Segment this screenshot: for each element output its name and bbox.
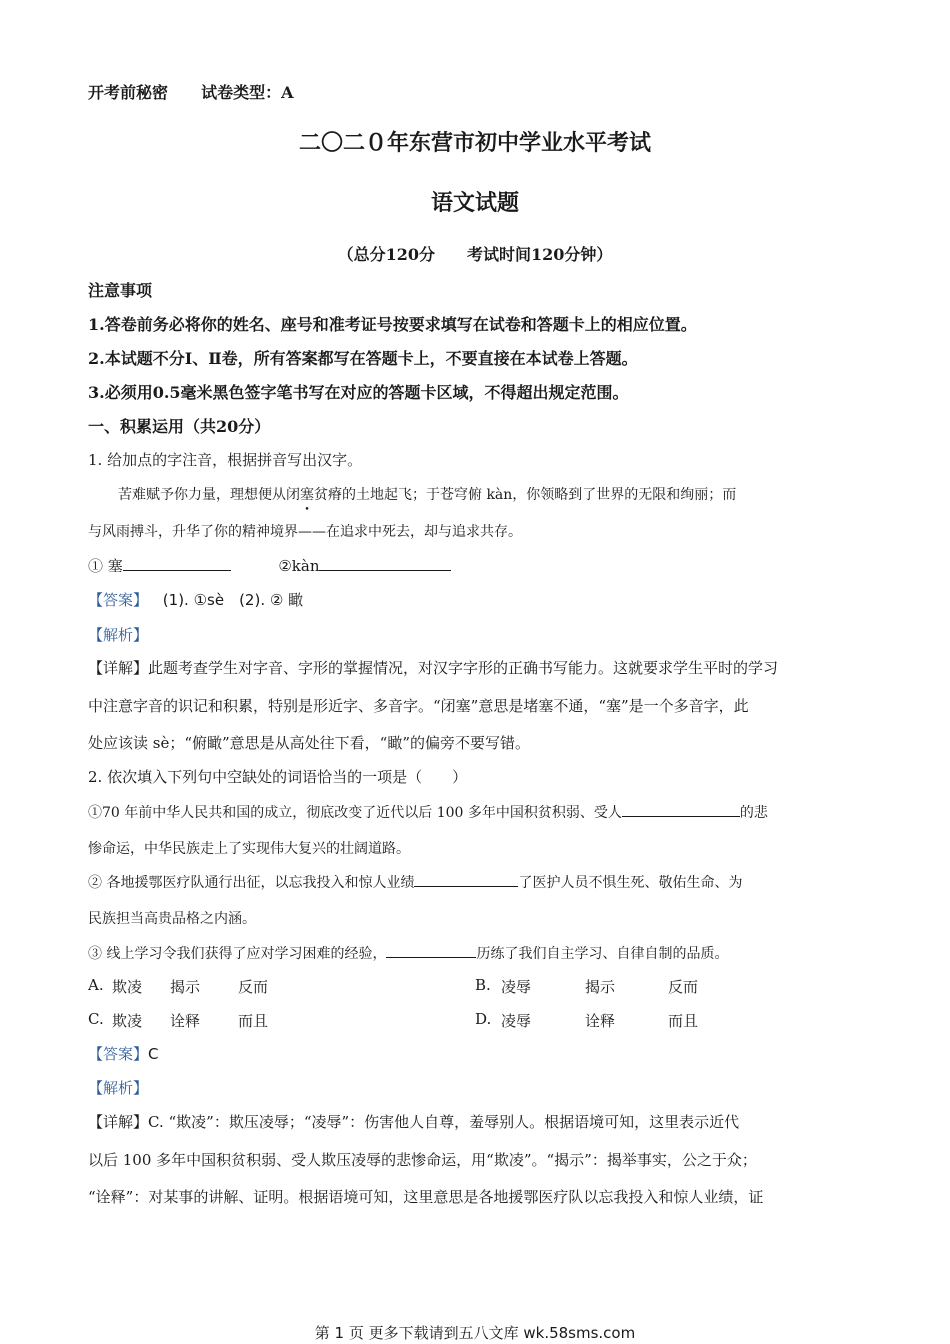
option-word: 欺凌	[112, 978, 143, 996]
option-letter: D.	[475, 1010, 492, 1028]
q2-answer	[88, 1043, 159, 1064]
section-heading: 一、积累运用（共20分）	[88, 417, 271, 436]
detail-line: 以后 100 多年中国积贫积弱、受人欺压凌辱的悲惨命运，用“欺凌”。“揭示”：揭举事实，公之于众；	[88, 1151, 757, 1169]
answer-blank	[414, 872, 518, 887]
page-footer: 第 1 页 更多下载请到五八文库 wk.58sms.com	[314, 1324, 636, 1342]
paper-type-label: 试卷类型：A	[201, 83, 294, 102]
option-word: 而且	[668, 1012, 699, 1030]
option-word: 反而	[668, 978, 699, 996]
q1-stem: 1. 给加点的字注音，根据拼音写出汉字。	[88, 451, 363, 469]
option-word: 凌辱	[501, 978, 532, 996]
answer-blank	[319, 556, 451, 571]
q1-answer	[88, 589, 303, 610]
blank2-label: ②kàn	[278, 557, 320, 575]
answer-tag: 【答案】	[88, 591, 149, 609]
answer-text: (1). ①sè (2). ② 瞰	[162, 591, 304, 609]
option-word: 而且	[238, 1012, 269, 1030]
analysis-tag: 【解析】	[88, 1079, 149, 1097]
blank1-label: ① 塞	[88, 557, 123, 575]
exam-subtitle: 语文试题	[430, 190, 519, 216]
confidential-label: 开考前秘密	[88, 83, 169, 102]
option-letter: C.	[88, 1010, 104, 1028]
option-word: 诠释	[170, 1012, 201, 1030]
answer-text: C	[148, 1045, 159, 1063]
detail-line: 【详解】此题考查学生对字音、字形的掌握情况，对汉字字形的正确书写能力。这就要求学生平时的学习	[88, 659, 779, 677]
q2-sentence-line: ② 各地援鄂医疗队通行出征，以忘我投入和惊人业绩 了医护人员不惧生死、敬佑生命、为	[88, 872, 742, 892]
q2-sentence-line: 惨命运，中华民族走上了实现伟大复兴的壮阔道路。	[88, 841, 410, 857]
q2-sentence-line: 民族担当高贵品格之内涵。	[88, 911, 256, 927]
exam-title: 二〇二０年东营市初中学业水平考试	[298, 130, 651, 156]
detail-line: 中注意字音的识记和积累，特别是形近字、多音字。“闭塞”意思是堵塞不通，“塞”是一个多音字，此	[88, 697, 749, 715]
q1-blanks	[88, 555, 451, 576]
answer-tag: 【答案】	[88, 1045, 149, 1063]
option-word: 反而	[238, 978, 269, 996]
detail-line: “诠释”：对某事的讲解、证明。根据语境可知，这里意思是各地援鄂医疗队以忘我投入和惊人业绩，证	[88, 1188, 764, 1206]
option-word: 诠释	[585, 1012, 616, 1030]
q1-passage-line: 苦难赋予你力量，理想便从闭塞贫瘠的土地起飞；于苍穹俯 kàn，你领略到了世界的无限和绚丽；而	[118, 487, 737, 503]
answer-blank	[622, 802, 740, 817]
header-line	[88, 80, 294, 103]
notice-item: 1.答卷前务必将你的姓名、座号和准考证号按要求填写在试卷和答题卡上的相应位置。	[88, 315, 697, 334]
analysis-tag: 【解析】	[88, 626, 149, 644]
option-word: 揭示	[585, 978, 616, 996]
option-word: 揭示	[170, 978, 201, 996]
score-info: （总分120分 考试时间120分钟）	[337, 245, 613, 264]
q2-sentence-line: ①70 年前中华人民共和国的成立，彻底改变了近代以后 100 多年中国积贫积弱、受人 的悲	[88, 802, 768, 822]
notice-heading: 注意事项	[88, 281, 153, 300]
notice-item: 3.必须用0.5毫米黑色签字笔书写在对应的答题卡区域，不得超出规定范围。	[88, 383, 629, 402]
option-word: 欺凌	[112, 1012, 143, 1030]
answer-blank	[386, 943, 476, 958]
q1-passage-line: 与风雨搏斗，升华了你的精神境界——在追求中死去，却与追求共存。	[88, 524, 522, 540]
q2-sentence-line: ③ 线上学习令我们获得了应对学习困难的经验， 历练了我们自主学习、自律自制的品质。	[88, 943, 728, 963]
dotted-char: 塞	[300, 487, 314, 503]
notice-item: 2.本试题不分Ⅰ、Ⅱ卷，所有答案都写在答题卡上，不要直接在本试卷上答题。	[88, 349, 638, 368]
answer-blank	[123, 556, 231, 571]
q2-stem: 2. 依次填入下列句中空缺处的词语恰当的一项是（ ）	[88, 768, 468, 786]
option-letter: A.	[88, 976, 104, 994]
detail-line: 处应该读 sè；“俯瞰”意思是从高处往下看，“瞰”的偏旁不要写错。	[88, 734, 531, 752]
option-letter: B.	[475, 976, 491, 994]
detail-line: 【详解】C. “欺凌”：欺压凌辱；“凌辱”：伤害他人自尊，羞辱别人。根据语境可知，这里表示近代	[88, 1113, 740, 1131]
option-word: 凌辱	[501, 1012, 532, 1030]
